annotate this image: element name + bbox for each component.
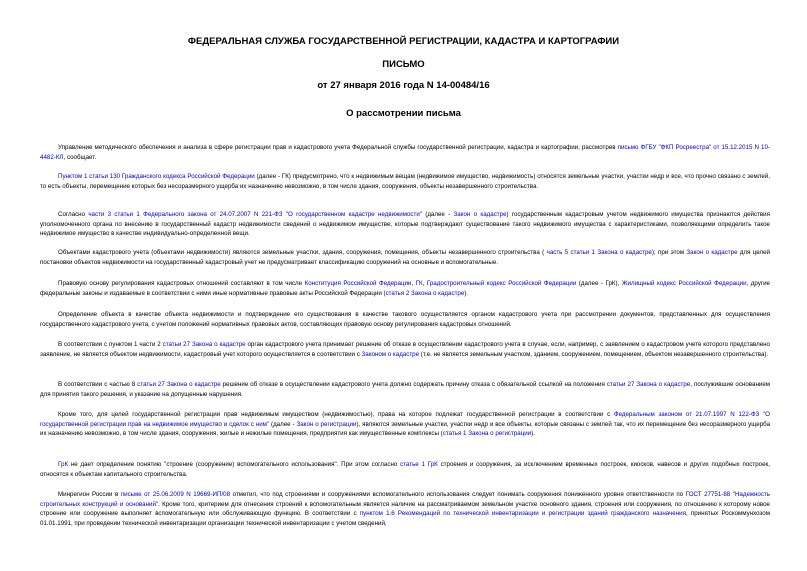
document-link[interactable]: Закон о кадастре bbox=[453, 211, 507, 218]
paragraph-text: Минрегион России в bbox=[58, 491, 121, 498]
document-link[interactable]: Закон о регистрации bbox=[296, 420, 357, 428]
paragraph-text: В соответствии с пунктом 1 части 2 bbox=[58, 341, 163, 348]
document-link[interactable]: письме от 25.06.2009 N 19669-ИП/08 bbox=[120, 491, 231, 498]
document-link[interactable]: статьи 27 Закона о кадастре bbox=[137, 381, 221, 388]
paragraph-11 bbox=[40, 490, 770, 528]
paragraph-1 bbox=[40, 143, 770, 162]
document-link[interactable]: Федеральным законом от 21.07.1997 N 122-ФЗ "О государственной регистрации прав на недвижимое имущество и сделок с ним" bbox=[40, 411, 770, 428]
paragraph-text: , послужившие основанием для принятия такого решения, и указание на допущенные нарушения. bbox=[40, 381, 771, 398]
document-link[interactable]: Закон о кадастре bbox=[686, 249, 738, 256]
paragraph-text: (далее - bbox=[421, 211, 454, 218]
document-link[interactable]: статья 1 Закона о регистрации bbox=[442, 430, 532, 438]
document-link[interactable]: Конституция Российской Федерации bbox=[304, 280, 412, 287]
paragraph-text: В соответствии с частью 8 bbox=[58, 381, 138, 388]
paragraph-text: для целей постановки объектов недвижимости на государственный кадастровый учет не предусматривает классификацию сооружений на основные и вспомогательные. bbox=[40, 249, 770, 266]
paragraph-text: решение об отказе в осуществлении кадастрового учета должно содержать причину отказа с обязательной ссылкой на положения bbox=[220, 381, 607, 388]
document-type: ПИСЬМО bbox=[382, 59, 425, 70]
paragraph-text: . Кроме того, критерием для отнесения строений к вспомогательным является наличие на рассматриваемом земельном участке основного здания, строения или сооружения, по отношению к которому новое строение или сооружение выполняет вспомогательную или обслуживающую функцию. В соответствии с bbox=[40, 500, 770, 518]
paragraph-2 bbox=[40, 172, 770, 191]
paragraph-text: ). bbox=[531, 430, 535, 438]
paragraph-text: , bbox=[411, 280, 416, 287]
paragraph-3 bbox=[40, 210, 770, 239]
document-subject: О рассмотрении письма bbox=[346, 108, 461, 119]
paragraph-text: отметил, что под строениями и сооружениями вспомогательного использования следует понимать сооружения пониженного уровня ответственности по bbox=[230, 491, 686, 498]
paragraph-text: не дает определение понятию "строение (сооружение) вспомогательного использования". При этом согласно bbox=[68, 461, 401, 468]
document-link[interactable]: ГК bbox=[415, 280, 423, 287]
paragraph-4 bbox=[40, 248, 770, 267]
paragraph-text: строения и сооружения, за исключением временных построек, киосков, навесов и других подобных построек, относятся к объектам капитального строительства. bbox=[40, 461, 770, 478]
paragraph-text: Кроме того, для целей государственной регистрации прав недвижимым имуществом (недвижимостью), права на которое подлежат государственной регистрации в соответствии с bbox=[58, 411, 614, 418]
document-link[interactable]: Градостроительный кодекс Российской Федерации bbox=[426, 280, 577, 287]
paragraph-text: , другие федеральные законы и издаваемые в соответствии с ними иные нормативные правовые акты Российской Федерации ( bbox=[40, 280, 771, 297]
document-link[interactable]: ГрК bbox=[58, 461, 69, 468]
document-link[interactable]: части 3 статьи 1 Федерального закона от 24.07.2007 N 221-ФЗ "О государственном кадастре недвижимости" bbox=[88, 211, 422, 218]
paragraph-text: (далее - ГК) предусмотрено, что к недвижимым вещам (недвижимое имущество, недвижимость) относятся земельные участки, участки недр и все, что прочно связано с землей, то есть объекты, перемещение которых без несоразмерного ущерба их назначению невозможно, в том числе здания, сооружения, объекты незавершенного строительства. bbox=[40, 173, 770, 190]
paragraph-text: Определение объекта в качестве объекта недвижимости и подтверждение его существования в качестве такового осуществляется органом кадастрового учета при рассмотрении документов, представленных для осуществления государственного кадастрового учета, с учетом положений нормативных правовых актов, составляющих правовую основу регулирования кадастровых отношений. bbox=[40, 311, 770, 328]
document-link[interactable]: Пунктом 1 статьи 130 Гражданского кодекса Российской Федерации bbox=[58, 173, 255, 180]
document-link[interactable]: письмо ФГБУ "ФКП Росреестра" от 15.12.2015 N 10-4482-КЛ bbox=[40, 144, 770, 161]
paragraph-text: ). bbox=[464, 289, 469, 297]
paragraph-text: (т.е. не является земельным участком, зданием, сооружением, помещением, объектом незавершенного строительства). bbox=[419, 350, 769, 358]
agency-title: ФЕДЕРАЛЬНАЯ СЛУЖБА ГОСУДАРСТВЕННОЙ РЕГИСТРАЦИИ, КАДАСТРА И КАРТОГРАФИИ bbox=[187, 36, 620, 47]
paragraph-text: Управление методического обеспечения и анализа в сфере регистрации прав и кадастрового учета Федеральной службы государственной регистрации, кадастра и картографии, рассмотрев bbox=[58, 144, 618, 151]
document-link[interactable]: часть 5 статьи 1 Закона о кадастре bbox=[544, 249, 652, 256]
document-link[interactable]: статья 2 Закона о кадастре bbox=[385, 289, 465, 297]
paragraph-9 bbox=[40, 410, 770, 439]
document-link[interactable]: пунктом 1.6 Рекомендаций по технической инвентаризации и регистрации зданий гражданского назначения bbox=[359, 510, 686, 518]
paragraph-7 bbox=[40, 340, 770, 359]
paragraph-text: , bbox=[422, 280, 427, 287]
paragraph-6 bbox=[40, 310, 770, 329]
paragraph-text: Правовую основу регулирования кадастровых отношений составляют в том числе bbox=[58, 280, 305, 287]
document-link[interactable]: статье 1 ГрК bbox=[400, 461, 438, 468]
paragraph-5 bbox=[40, 279, 770, 298]
document-link[interactable]: Жилищный кодекс Российской Федерации bbox=[621, 280, 747, 287]
document-link[interactable]: Законом о кадастре bbox=[361, 350, 420, 358]
paragraph-text: ), являются земельные участки, участки недр и все объекты, которые связаны с землей так, что их перемещение без несоразмерного ущерба их назначению невозможно, в том числе здания, сооружения, жилые и нежилые помещения, предприятия как имущественные комплексы ( bbox=[40, 420, 771, 438]
paragraph-text: Объектами кадастрового учета (объектами недвижимости) являются земельные участки, здания, сооружения, помещения, объекты незавершенного строительства ( bbox=[58, 249, 545, 256]
paragraph-text: (далее - ГрК), bbox=[576, 280, 622, 287]
document-date-number: от 27 января 2016 года N 14-00484/16 bbox=[317, 80, 490, 91]
paragraph-10 bbox=[40, 460, 770, 479]
paragraph-text: ) государственным кадастровым учетом недвижимого имущества признаются действия уполномоченного органа по внесению в государственный кадастр недвижимости сведений о недвижимом имуществе, которые подтверждают существование такого недвижимого имущества с характеристиками, позволяющими определить такое недвижимое имущество в качестве индивидуально-определенной вещи. bbox=[40, 211, 770, 238]
paragraph-8 bbox=[40, 380, 770, 399]
paragraph-text: , сообщает. bbox=[63, 153, 97, 161]
paragraph-text: орган кадастрового учета принимает решение об отказе в осуществлении кадастрового учета в случае, если, например, с заявлением о кадастровом учете которого представлено заявление, не является объектом недвижимости, кадастровый учет которого осуществляется в соответствии с bbox=[40, 341, 770, 358]
paragraph-text: , принятых Роскоммунхозом 01.01.1991, при проведении технической инвентаризации организации технической инвентаризации с учетом сведений, bbox=[40, 510, 770, 527]
paragraph-text: (далее - bbox=[269, 420, 297, 428]
document-link[interactable]: статьи 27 Закона о кадастре bbox=[162, 341, 246, 348]
paragraph-text: Согласно bbox=[58, 211, 89, 218]
document-link[interactable]: ГОСТ 27751-88 "Надежность строительных конструкций и оснований" bbox=[40, 491, 770, 508]
document-link[interactable]: статьи 27 Закона о кадастре bbox=[606, 381, 691, 388]
paragraph-text: ); при этом bbox=[651, 249, 687, 256]
